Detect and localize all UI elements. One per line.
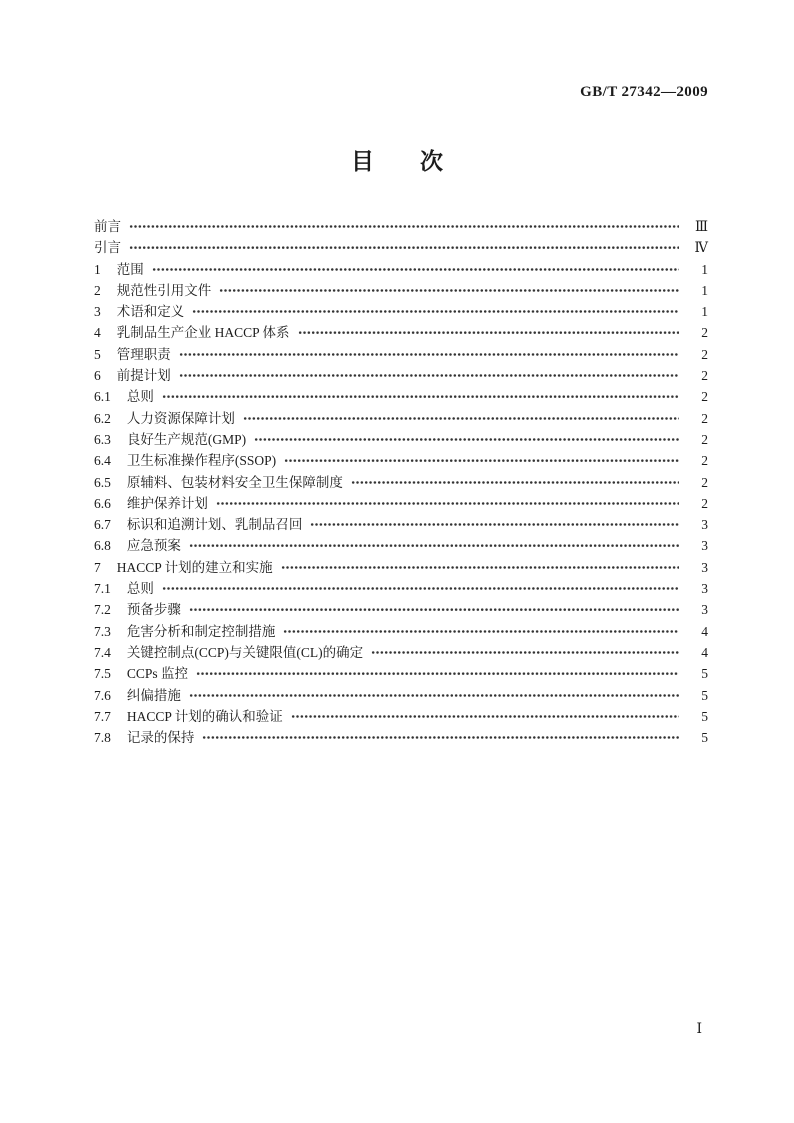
dot-leader [284, 450, 679, 471]
toc-entry-number: 6.3 [94, 431, 111, 447]
toc-entry-page: 2 [701, 410, 708, 426]
dot-leader [189, 685, 679, 706]
toc-entry-title: HACCP 计划的建立和实施 [116, 559, 273, 575]
toc-entry-page: 3 [701, 517, 708, 533]
toc-entry-page: 5 [701, 666, 708, 682]
toc-entry-title: 管理职责 [116, 346, 171, 362]
dot-leader [291, 706, 679, 727]
toc-entry-title: 良好生产规范(GMP) [126, 431, 247, 447]
toc-entry [94, 365, 708, 386]
toc-entry-title: 卫生标准操作程序(SSOP) [126, 453, 277, 469]
dot-leader [219, 280, 679, 301]
toc-entry-page: 5 [701, 730, 708, 746]
toc-entry-title: 纠偏措施 [126, 687, 181, 703]
toc-entry-number: 6.8 [94, 538, 111, 554]
toc-entry-number: 4 [94, 325, 101, 341]
toc-entry [94, 472, 708, 493]
toc-entry-page: 2 [701, 495, 708, 511]
toc-entry-number: 7.8 [94, 730, 111, 746]
toc-entry-page: 5 [701, 687, 708, 703]
toc-entry-number: 7.2 [94, 602, 111, 618]
toc-entry-number: 7.5 [94, 666, 111, 682]
toc-entry-page: 3 [701, 581, 708, 597]
toc-entry-number: 7.1 [94, 581, 111, 597]
toc-entry [94, 322, 708, 343]
dot-leader [243, 408, 679, 429]
toc-entry [94, 280, 708, 301]
toc-entry-title: 前言 [94, 219, 121, 234]
dot-leader [254, 429, 679, 450]
toc-entry-page: 2 [701, 431, 708, 447]
dot-leader [202, 727, 679, 748]
dot-leader [371, 642, 679, 663]
toc-entry-number: 7 [94, 559, 101, 575]
toc-entry-title: HACCP 计划的确认和验证 [126, 708, 283, 724]
toc-entry [94, 557, 708, 578]
toc-entry [94, 685, 708, 706]
toc-entry-title: 规范性引用文件 [116, 282, 212, 298]
dot-leader [283, 621, 679, 642]
toc-entry-page: 3 [701, 538, 708, 554]
toc-entry [94, 535, 708, 556]
toc-entry [94, 450, 708, 471]
toc-entry-number: 7.3 [94, 623, 111, 639]
dot-leader [192, 301, 679, 322]
toc-entry-title: 关键控制点(CCP)与关键限值(CL)的确定 [126, 644, 364, 660]
toc-entry-page: 1 [701, 304, 708, 320]
dot-leader [298, 322, 679, 343]
toc-entry-number: 2 [94, 282, 101, 298]
toc-entry-title: 记录的保持 [126, 730, 195, 746]
toc-entry [94, 621, 708, 642]
dot-leader [162, 386, 679, 407]
dot-leader [129, 216, 679, 237]
toc-entry-page: 2 [701, 325, 708, 341]
toc-entry-title: 应急预案 [126, 538, 181, 554]
toc-entry-title: 总则 [126, 389, 154, 405]
toc-entry-page: 2 [701, 368, 708, 384]
toc-entry-number: 3 [94, 304, 101, 320]
toc-entry-number: 6.5 [94, 474, 111, 490]
toc-entry-number: 7.4 [94, 644, 111, 660]
toc-entry-page: Ⅲ [694, 219, 708, 234]
toc-entry-title: 危害分析和制定控制措施 [126, 623, 276, 639]
toc-entry-page: 1 [701, 282, 708, 298]
toc-entry-page: 2 [701, 474, 708, 490]
toc-entry [94, 429, 708, 450]
toc-entry-page: 2 [701, 389, 708, 405]
dot-leader [196, 663, 679, 684]
toc-list [94, 216, 708, 748]
dot-leader [281, 557, 679, 578]
toc-entry [94, 344, 708, 365]
toc-entry-number: 7.6 [94, 687, 111, 703]
toc-entry-title: 引言 [94, 240, 121, 256]
toc-entry-title: 范围 [116, 261, 144, 277]
toc-entry-page: Ⅳ [694, 240, 708, 256]
toc-entry-title: 人力资源保障计划 [126, 410, 235, 426]
toc-entry-page: 3 [701, 602, 708, 618]
dot-leader [152, 259, 679, 280]
toc-entry [94, 727, 708, 748]
dot-leader [162, 578, 679, 599]
dot-leader [179, 365, 679, 386]
toc-entry-page: 1 [701, 261, 708, 277]
toc-entry [94, 642, 708, 663]
dot-leader [216, 493, 679, 514]
dot-leader [310, 514, 679, 535]
toc-entry-page: 2 [701, 346, 708, 362]
toc-entry-number: 6 [94, 368, 101, 384]
toc-entry-page: 4 [701, 644, 708, 660]
dot-leader [189, 599, 679, 620]
dot-leader [179, 344, 679, 365]
toc-entry-number: 6.1 [94, 389, 111, 405]
toc-entry [94, 578, 708, 599]
toc-entry [94, 408, 708, 429]
dot-leader [129, 237, 679, 258]
toc-entry [94, 493, 708, 514]
toc-entry-page: 4 [701, 623, 708, 639]
standard-number-header: GB/T 27342—2009 [580, 84, 708, 100]
toc-entry-number: 1 [94, 261, 101, 277]
dot-leader [351, 472, 679, 493]
toc-entry [94, 386, 708, 407]
toc-entry-number: 6.4 [94, 453, 111, 469]
toc-entry [94, 663, 708, 684]
toc-entry-title: 术语和定义 [116, 304, 185, 320]
toc-entry [94, 599, 708, 620]
toc-entry-title: CCPs 监控 [126, 666, 189, 682]
dot-leader [189, 535, 679, 556]
toc-entry [94, 259, 708, 280]
toc-entry-number: 7.7 [94, 708, 111, 724]
toc-entry-title: 标识和追溯计划、乳制品召回 [126, 517, 303, 533]
toc-entry-number: 6.2 [94, 410, 111, 426]
toc-entry [94, 237, 708, 258]
toc-entry-number: 6.7 [94, 517, 111, 533]
toc-entry-page: 2 [701, 453, 708, 469]
toc-entry-title: 总则 [126, 581, 154, 597]
footer-page-number: Ⅰ [696, 1022, 702, 1037]
toc-entry [94, 514, 708, 535]
toc-entry [94, 216, 708, 237]
page-title: 目 次 [351, 149, 443, 175]
toc-entry-title: 原辅料、包装材料安全卫生保障制度 [126, 474, 343, 490]
toc-entry [94, 706, 708, 727]
toc-entry-title: 前提计划 [116, 368, 171, 384]
toc-entry-number: 5 [94, 346, 101, 362]
toc-entry-title: 乳制品生产企业 HACCP 体系 [116, 325, 290, 341]
toc-entry [94, 301, 708, 322]
toc-entry-page: 5 [701, 708, 708, 724]
toc-entry-title: 维护保养计划 [126, 495, 208, 511]
toc-entry-number: 6.6 [94, 495, 111, 511]
toc-entry-page: 3 [701, 559, 708, 575]
toc-entry-title: 预备步骤 [126, 602, 181, 618]
